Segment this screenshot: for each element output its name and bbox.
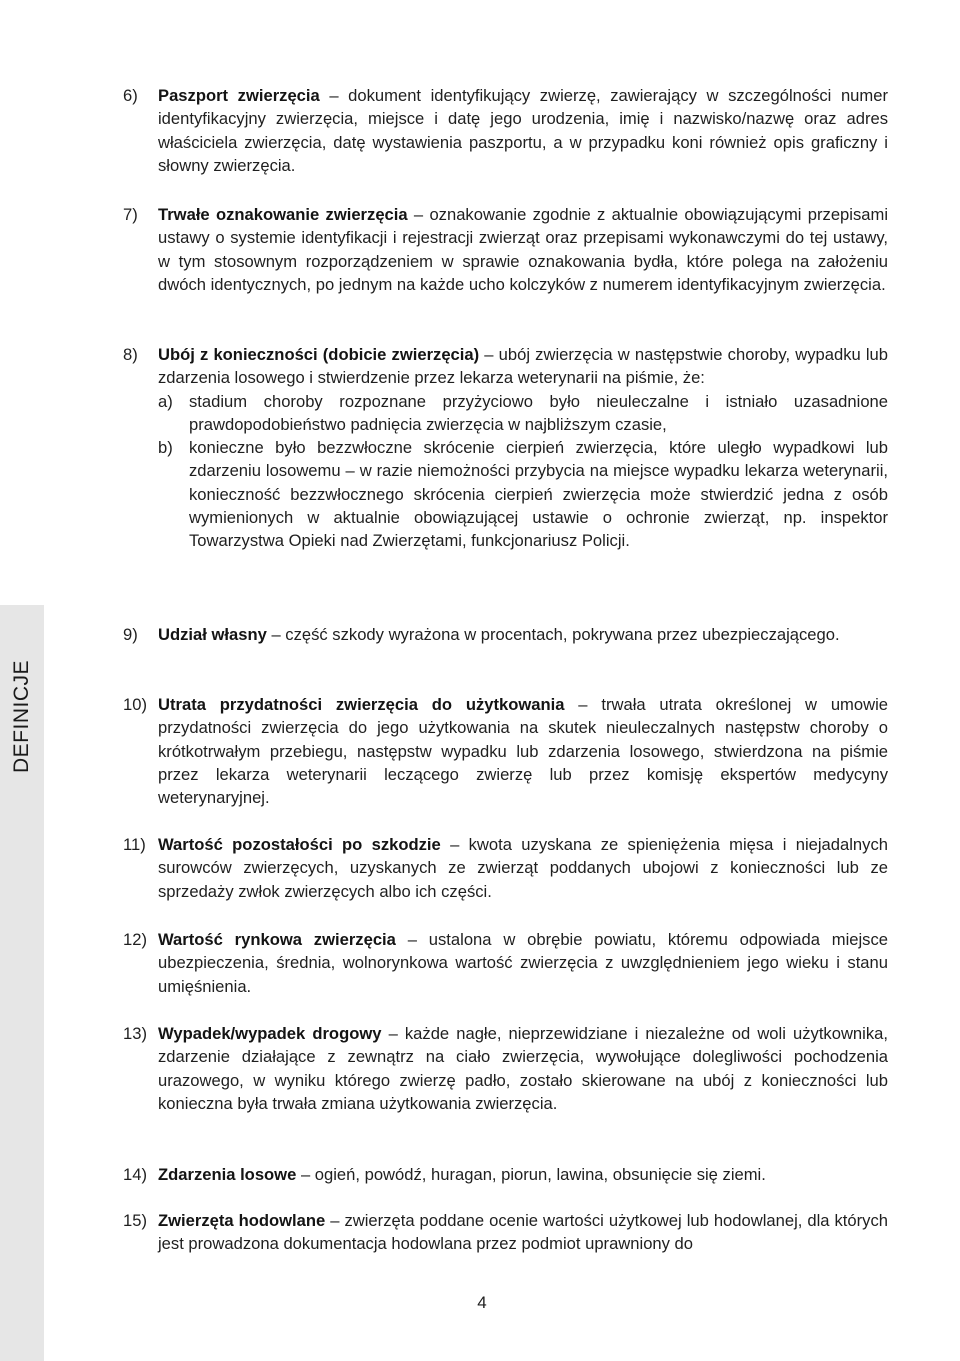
definition-text: trwała utrata określonej w umowie przydatności zwierzęcia do jego użytkowania na skutek nieuleczalnych następstw choroby o krótkotrwałym przebiegu, następstw wypadku lub zdarzenia losowego, stwierdzona na piśmie przez lekarza weterynarii leczącego zwierzę lub przez komisję ekspertów medycyny weterynaryjnej. [158,695,889,808]
definition-number: 14) [123,1165,147,1184]
subitem-text: konieczne było bezzwłoczne skrócenie cierpień zwierzęcia, które uległo wypadkowi lub zdarzeniu losowemu – w razie niemożności przybycia na miejsce wypadku lekarza weterynarii, konieczność bezzwłocznego skrócenia cierpień zwierzęcia może stwierdzić jedna z osób wymienionych w aktualnie obowiązującej ustawie o ochronie zwierząt, np. inspektor Towarzystwa Opieki nad Zwierzętami, funkcjonariusz Policji. [189,438,888,551]
definition-item: 10) Utrata przydatności zwierzęcia do użytkowania – trwała utrata określonej w umowie przydatności zwierzęcia do jego użytkowania na skutek nieuleczalnych następstw choroby o krótkotrwałym przebiegu, następstw wypadku lub zdarzenia losowego, stwierdzona na piśmie przez lekarza weterynarii leczącego zwierzę lub przez komisję ekspertów medycyny weterynaryjnej. [123,695,889,808]
definition-item: 7) Trwałe oznakowanie zwierzęcia – oznakowanie zgodnie z aktualnie obowiązującymi przepisami ustawy o systemie identyfikacji i rejestracji zwierząt oraz przepisami wykonawczymi do tej ustawy, w tym stosownym rozporządzeniem w sprawie oznakowania bydła, które polega na założeniu dwóch identycznych, po jednym na każde ucho kolczyków z numerem identyfikacyjnym zwierzęcia. [123,205,889,294]
definition-term: Paszport zwierzęcia [158,86,320,105]
definition-term: Zdarzenia losowe [158,1165,297,1184]
subitem-text: stadium choroby rozpoznane przyżyciowo było nieuleczalne i istniało uzasadnione prawdopodobieństwo padnięcia zwierzęcia w najbliższym czasie, [189,391,888,434]
definition-term: Wypadek/wypadek drogowy [158,1024,382,1043]
definition-item: 11) Wartość pozostałości po szkodzie – kwota uzyskana ze spieniężenia mięsa i niejadalnych surowców zwierzęcych, uzyskanych ze zwierząt poddanych ubojowi z konieczności lub ze sprzedaży zwłok zwierzęcych albo ich części. [123,835,888,901]
definition-number: 7) [123,205,138,224]
definition-number: 11) [123,835,146,854]
definition-term: Wartość pozostałości po szkodzie [158,835,441,854]
definition-number: 15) [123,1211,147,1230]
subitem-letter: a) [158,391,173,411]
definition-text: ustalona w obrębie powiatu, któremu odpowiada miejsce ubezpieczenia, średnia, wolnorynkowa wartość zwierzęcia z uwzględnieniem jego wieku i stanu umięśnienia. [158,930,888,996]
definition-text: zwierzęta poddane ocenie wartości użytkowej lub hodowlanej, dla których jest prowadzona dokumentacja hodowlana przez podmiot uprawniony do [158,1211,888,1254]
definition-item: 9) Udział własny – część szkody wyrażona w procentach, pokrywana przez ubezpieczającego. [123,623,888,646]
definition-term: Trwałe oznakowanie zwierzęcia [158,205,408,224]
definition-subitem [158,436,888,552]
definition-item: 6) Paszport zwierzęcia – dokument identyfikujący zwierzę, zawierający w szczególności numer identyfikacyjny zwierzęcia, miejsce i datę jego urodzenia, imię i nazwisko/nazwę oraz adres właściciela zwierzęcia, datę wystawienia paszportu, a w przypadku koni również opis graficzny i słowny zwierzęcia. [123,86,888,175]
definition-text: część szkody wyrażona w procentach, pokrywana przez ubezpieczającego. [285,625,840,644]
definition-term: Utrata przydatności zwierzęcia do użytkowania [158,695,565,714]
definition-number: 13) [123,1024,147,1043]
definition-term: Udział własny [158,625,267,644]
definition-number: 9) [123,625,138,644]
definition-item: 12) Wartość rynkowa zwierzęcia – ustalona w obrębie powiatu, któremu odpowiada miejsce ubezpieczenia, średnia, wolnorynkowa wartość zwierzęcia z uwzględnieniem jego wieku i stanu umięśnienia. [123,930,888,996]
definition-term: Zwierzęta hodowlane [158,1211,326,1230]
definition-text: kwota uzyskana ze spieniężenia mięsa i niejadalnych surowców zwierzęcych, uzyskanych ze zwierząt poddanych ubojowi z konieczności lub ze sprzedaży zwłok zwierzęcych albo ich części. [158,835,888,901]
definition-subitem [158,390,888,437]
definition-number: 6) [123,86,138,105]
definition-item: 13) Wypadek/wypadek drogowy – każde nagłe, nieprzewidziane i niezależne od woli użytkownika, zdarzenie działające z zewnątrz na ciało zwierzęcia, wywołujące dolegliwości pochodzenia urazowego, w wyniku którego zwierzę padło, zostało skierowane na ubój z konieczności lub konieczna była trwała zmiana użytkowania zwierzęcia. [123,1024,888,1113]
definition-item: 14) Zdarzenia losowe – ogień, powódź, huragan, piorun, lawina, obsunięcie się ziemi. [123,1163,888,1186]
definition-term: Wartość rynkowa zwierzęcia [158,930,396,949]
definition-number: 12) [123,930,147,949]
definition-text: każde nagłe, nieprzewidziane i niezależne od woli użytkownika, zdarzenie działające z zewnątrz na ciało zwierzęcia, wywołujące dolegliwości pochodzenia urazowego, w wyniku którego zwierzę padło, zostało skierowane na ubój z konieczności lub konieczna była trwała zmiana użytkowania zwierzęcia. [158,1024,888,1113]
subitem-letter: b) [158,438,173,458]
page-number: 4 [477,1293,487,1312]
definition-item: 8) Ubój z konieczności (dobicie zwierzęcia) – ubój zwierzęcia w następstwie choroby, wypadku lub zdarzenia losowego i stwierdzenie przez lekarza weterynarii na piśmie, że: a) stadium choroby rozpoznane przyżyciowo było nieuleczalne i istniało uzasadnione prawdopodobieństwo padnięcia zwierzęcia w najbliższym czasie, b) konieczne było bezzwłoczne skrócenie cierpień zwierzęcia, które uległo wypadkowi lub zdarzeniu losowemu – w razie niemożności przybycia na miejsce wypadku lekarza weterynarii, konieczność bezzwłocznego skrócenia cierpień zwierzęcia może stwierdzić jedna z osób wymienionych w aktualnie obowiązującej ustawie o ochronie zwierząt, np. inspektor Towarzystwa Opieki nad Zwierzętami, funkcjonariusz Policji. [123,343,888,553]
definition-number: 8) [123,345,138,364]
definition-text: dokument identyfikujący zwierzę, zawierający w szczególności numer identyfikacyjny zwierzęcia, miejsce i datę jego urodzenia, imię i nazwisko/nazwę oraz adres właściciela zwierzęcia, datę wystawienia paszportu, a w przypadku koni również opis graficzny i słowny zwierzęcia. [158,86,888,175]
definition-term: Ubój z konieczności (dobicie zwierzęcia) [158,345,480,364]
definition-text: ubój zwierzęcia w następstwie choroby, wypadku lub zdarzenia losowego i stwierdzenie przez lekarza weterynarii na piśmie, że: [158,345,888,388]
definition-number: 10) [123,695,147,714]
section-tab-label: DEFINICJE [10,660,33,774]
definition-text: ogień, powódź, huragan, piorun, lawina, obsunięcie się ziemi. [314,1165,766,1184]
definition-text: oznakowanie zgodnie z aktualnie obowiązującymi przepisami ustawy o systemie identyfikacji i rejestracji zwierząt oraz przepisami wykonawczymi do tej ustawy, w tym stosownym rozporządzeniem w sprawie oznakowania bydła, które polega na założeniu dwóch identycznych, po jednym na każde ucho kolczyków z numerem identyfikacyjnym zwierzęcia. [158,205,889,294]
definition-item: 15) Zwierzęta hodowlane – zwierzęta poddane ocenie wartości użytkowej lub hodowlanej, dla których jest prowadzona dokumentacja hodowlana przez podmiot uprawniony do [123,1211,888,1254]
